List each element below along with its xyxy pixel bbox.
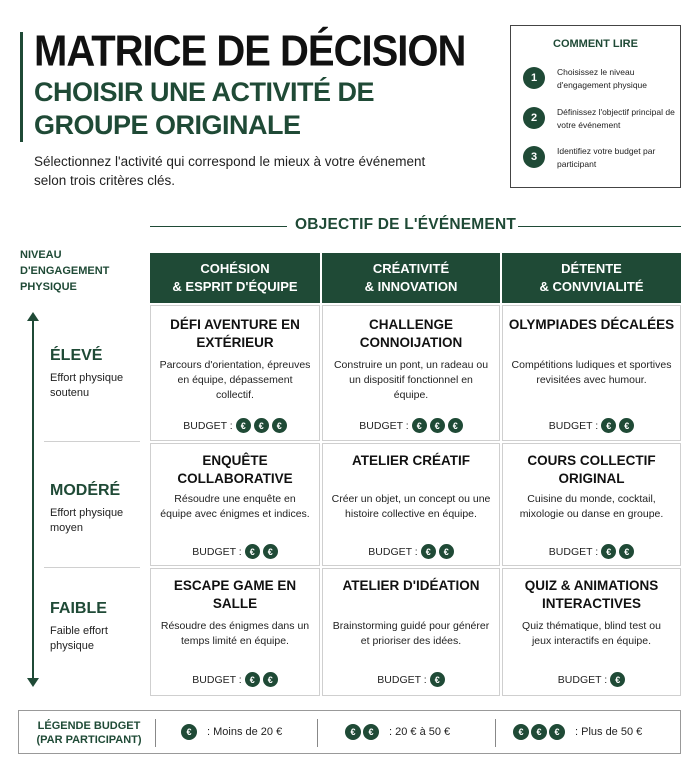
step-1 — [523, 66, 675, 91]
euro-coin-icon: € — [619, 544, 634, 559]
column-header-creativity — [322, 253, 500, 303]
activity-description: Brainstorming guidé pour générer et prioriser des idées. — [332, 620, 490, 647]
euro-coin-icon: € — [430, 418, 445, 433]
budget-label: BUDGET : — [557, 673, 608, 686]
euro-coin-icon: € — [421, 544, 436, 559]
budget-indicator — [323, 418, 499, 433]
activity-card — [322, 305, 500, 441]
legend-text: : 20 € à 50 € — [389, 726, 451, 738]
activity-card — [322, 568, 500, 696]
legend-divider — [155, 719, 156, 747]
column-header-line: CRÉATIVITÉ — [372, 261, 450, 276]
budget-indicator — [503, 418, 680, 433]
step-number: 3 — [523, 146, 545, 168]
how-to-read-title: COMMENT LIRE — [553, 38, 638, 50]
step-3 — [523, 145, 675, 170]
euro-coin-icon: € — [549, 724, 565, 740]
budget-label: BUDGET : — [548, 419, 599, 432]
objective-divider-left — [150, 226, 287, 227]
engagement-axis-line — [32, 318, 34, 680]
euro-coin-icon: € — [345, 724, 361, 740]
intro-text: Sélectionnez l'activité qui correspond le mieux à votre événement selon trois critères clés. — [34, 154, 426, 188]
level-high — [50, 347, 145, 401]
level-low — [50, 600, 145, 654]
activity-title: ATELIER D'IDÉATION — [342, 578, 480, 593]
euro-coin-icon: € — [439, 544, 454, 559]
column-header-line: & CONVIVIALITÉ — [539, 279, 644, 294]
euro-coin-icon: € — [263, 544, 278, 559]
objective-divider-right — [518, 226, 681, 227]
activity-description: Quiz thématique, blind test ou jeux interactifs en équipe. — [522, 620, 661, 647]
step-text: Identifiez votre budget par participant — [557, 146, 656, 169]
euro-coin-icon: € — [430, 672, 445, 687]
activity-description: Créer un objet, un concept ou une histoire collective en équipe. — [331, 493, 491, 520]
how-to-read-box — [510, 25, 681, 188]
euro-coin-icon: € — [610, 672, 625, 687]
euro-coin-icon: € — [619, 418, 634, 433]
legend-text: : Moins de 20 € — [207, 726, 283, 738]
activity-card — [502, 568, 681, 696]
activity-title: ENQUÊTE COLLABORATIVE — [177, 453, 293, 486]
level-separator — [44, 441, 140, 442]
euro-coin-icon: € — [181, 724, 197, 740]
column-header-cohesion — [150, 253, 320, 303]
budget-indicator — [151, 544, 319, 559]
budget-label: BUDGET : — [192, 673, 242, 686]
euro-coin-icon: € — [513, 724, 529, 740]
activity-description: Parcours d'orientation, épreuves en équipe, dépassement collectif. — [159, 359, 311, 401]
activity-title: ESCAPE GAME EN SALLE — [173, 578, 297, 611]
step-text: Définissez l'objectif principal de votre événement — [557, 107, 675, 130]
column-header-relaxation — [502, 253, 681, 303]
activity-card — [150, 305, 320, 441]
euro-coin-icon: € — [236, 418, 251, 433]
column-header-line: & ESPRIT D'ÉQUIPE — [172, 279, 298, 294]
level-desc: Faible effort physique — [50, 625, 108, 652]
budget-indicator — [503, 672, 680, 687]
page-title: MATRICE DE DÉCISION — [34, 27, 466, 76]
step-text: Choisissez le niveau d'engagement physique — [557, 67, 647, 90]
step-2 — [523, 106, 675, 131]
budget-label: BUDGET : — [368, 545, 418, 558]
activity-title: QUIZ & ANIMATIONS INTERACTIVES — [524, 578, 659, 611]
arrow-down-icon — [27, 678, 39, 687]
page-subtitle: CHOISIR UNE ACTIVITÉ DE GROUPE ORIGINALE — [34, 77, 375, 140]
budget-indicator — [323, 544, 499, 559]
level-name: FAIBLE — [50, 600, 107, 617]
level-separator — [44, 567, 140, 568]
euro-coin-icon: € — [448, 418, 463, 433]
activity-description: Construire un pont, un radeau ou un dispositif fonctionnel en équipe. — [333, 359, 489, 401]
legend-item-high — [513, 724, 642, 740]
legend-divider — [495, 719, 496, 747]
euro-coin-icon: € — [272, 418, 287, 433]
euro-coin-icon: € — [412, 418, 427, 433]
budget-label: BUDGET : — [183, 419, 233, 432]
activity-card — [150, 443, 320, 566]
budget-indicator — [151, 672, 319, 687]
activity-description: Résoudre une enquête en équipe avec énigmes et indices. — [160, 493, 310, 520]
euro-coin-icon: € — [254, 418, 269, 433]
activity-title: DÉFI AVENTURE EN EXTÉRIEUR — [170, 317, 300, 350]
level-name: ÉLEVÉ — [50, 347, 103, 364]
activity-card — [322, 443, 500, 566]
activity-title: CHALLENGE CONNOIJATION — [359, 317, 463, 350]
legend-item-low — [181, 724, 282, 740]
euro-coin-icon: € — [245, 672, 260, 687]
activity-title: OLYMPIADES DÉCALÉES — [508, 317, 675, 332]
activity-card — [150, 568, 320, 696]
title-accent-bar — [20, 32, 23, 142]
budget-indicator — [323, 672, 499, 687]
activity-card — [502, 305, 681, 441]
activity-description: Résoudre des énigmes dans un temps limité en équipe. — [160, 620, 310, 647]
column-header-line: & INNOVATION — [364, 279, 458, 294]
level-desc: Effort physique moyen — [50, 507, 124, 534]
column-header-line: DÉTENTE — [561, 261, 622, 276]
budget-label: BUDGET : — [377, 673, 427, 686]
euro-coin-icon: € — [601, 418, 616, 433]
step-number: 1 — [523, 67, 545, 89]
budget-legend — [18, 710, 681, 754]
activity-description: Compétitions ludiques et sportives revisitées avec humour. — [511, 359, 672, 386]
legend-divider — [317, 719, 318, 747]
column-header-line: COHÉSION — [200, 261, 270, 276]
activity-description: Cuisine du monde, cocktail, mixologie ou danse en groupe. — [519, 493, 664, 520]
euro-coin-icon: € — [601, 544, 616, 559]
budget-indicator — [151, 418, 319, 433]
activity-title: COURS COLLECTIF ORIGINAL — [527, 453, 656, 486]
euro-coin-icon: € — [245, 544, 260, 559]
euro-coin-icon: € — [363, 724, 379, 740]
budget-label: BUDGET : — [548, 545, 599, 558]
level-medium — [50, 482, 145, 536]
level-desc: Effort physique soutenu — [50, 372, 124, 399]
euro-coin-icon: € — [531, 724, 547, 740]
engagement-axis-label: NIVEAU D'ENGAGEMENT PHYSIQUE — [20, 249, 110, 293]
budget-indicator — [503, 544, 680, 559]
step-number: 2 — [523, 107, 545, 129]
budget-label: BUDGET : — [192, 545, 242, 558]
legend-title: LÉGENDE BUDGET (PAR PARTICIPANT) — [36, 720, 142, 746]
objective-heading: OBJECTIF DE L'ÉVÉNEMENT — [295, 216, 517, 233]
legend-item-medium — [345, 724, 450, 740]
activity-card — [502, 443, 681, 566]
level-name: MODÉRÉ — [50, 482, 121, 499]
budget-label: BUDGET : — [359, 419, 409, 432]
legend-text: : Plus de 50 € — [575, 726, 643, 738]
euro-coin-icon: € — [263, 672, 278, 687]
activity-title: ATELIER CRÉATIF — [352, 453, 470, 468]
